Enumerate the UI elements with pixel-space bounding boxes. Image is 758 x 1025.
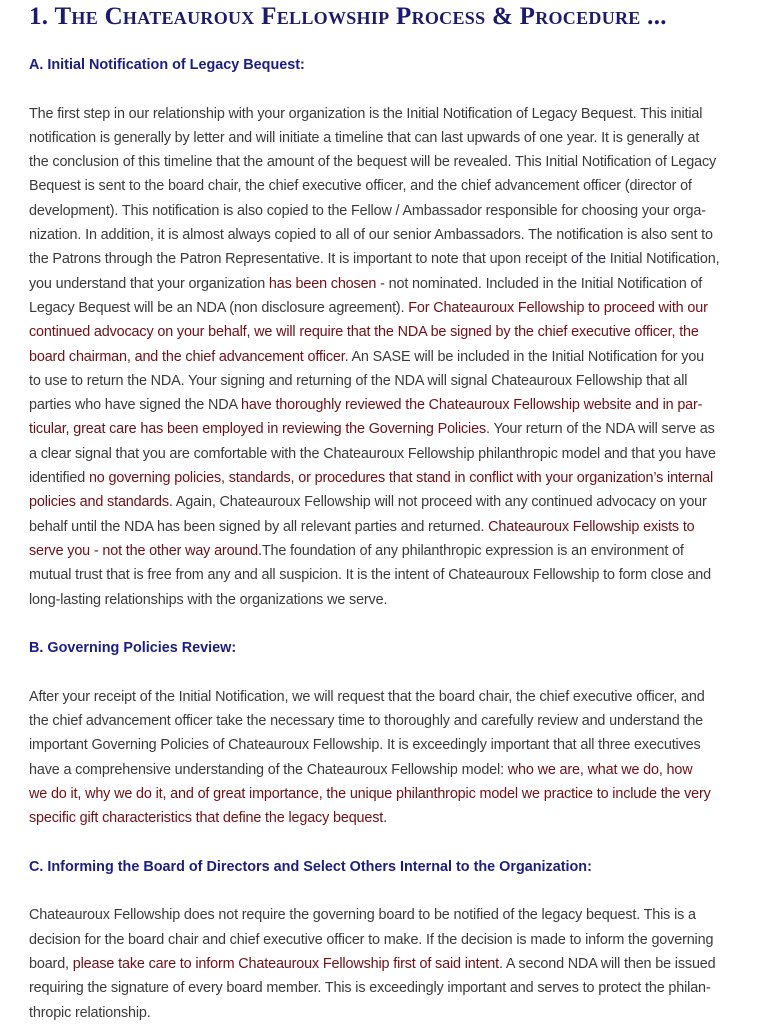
body-text-run: . [383, 810, 388, 827]
paragraph-line [29, 782, 758, 806]
section-heading-b: B. Governing Policies Review: [29, 640, 237, 657]
paragraph-line [29, 442, 758, 466]
page-title: 1. The Chateauroux Fellowship Process & Procedure ... [29, 3, 667, 30]
body-text-run: a clear signal that you are comfortable with the Chateauroux Fellowship philanthropic model and that you have [29, 445, 716, 462]
body-text-run: decision for the board chair and chief executive officer to make. If the decision is made to inform the governing [29, 931, 714, 948]
body-text-run: Initial Notification, [605, 251, 720, 268]
body-text-run: - not nominated. Included in the Initial Notification of [376, 275, 703, 292]
body-text-run: . An SASE will be included in the Initial Notification for you [344, 348, 705, 365]
paragraph-line [29, 247, 758, 271]
paragraph-line [29, 150, 758, 174]
body-text-run: you understand that your organization [29, 275, 269, 292]
body-text-run: . Your return of the NDA will serve as [486, 421, 715, 438]
body-text-run: the chief advancement officer take the necessary time to thoroughly and carefully review and understand the [29, 713, 704, 730]
paragraph-line [29, 709, 758, 733]
paragraph-line [29, 806, 758, 830]
body-text-run: to use to return the NDA. Your signing and returning of the NDA will signal Chateauroux Fellowship that all [29, 372, 688, 389]
body-text-run: Chateauroux Fellowship does not require the governing board to be notified of the legacy bequest. This is a [29, 907, 696, 924]
body-text-run: requiring the signature of every board member. This is exceedingly important and serves to protect the philan- [29, 980, 711, 997]
body-text-run: thropic relationship. [29, 1004, 151, 1021]
paragraph-line [29, 126, 758, 150]
paragraph-line [29, 928, 758, 952]
body-text-run: behalf until the NDA has been signed by all relevant parties and returned. [29, 518, 489, 535]
emphasized-text: please take care to inform Chateauroux Fellowship first of said intent [72, 955, 500, 972]
emphasized-text: serve you - not the other way around. [29, 542, 262, 559]
emphasized-text: have thoroughly reviewed the Chateauroux Fellowship website and in par- [241, 397, 703, 414]
spacer [29, 660, 727, 684]
paragraph-line [29, 733, 758, 757]
emphasized-text: no governing policies, standards, or procedures that stand in conflict with your organization’s internal [88, 470, 714, 487]
body-text-run: notification is generally by letter and will initiate a timeline that can last upwards of one year. It is generally at [29, 129, 700, 146]
paragraph-line [29, 199, 758, 223]
spacer [29, 831, 727, 855]
section-body-a [29, 102, 758, 612]
paragraph-line [29, 515, 758, 539]
spacer [29, 77, 727, 101]
emphasized-text: policies and standards [29, 494, 169, 511]
paragraph-line [29, 685, 758, 709]
spacer [29, 612, 727, 636]
body-text-run: board, [29, 955, 73, 972]
emphasized-text: has been chosen [268, 275, 377, 292]
body-text-run: The foundation of any philanthropic expression is an environment of [261, 542, 684, 559]
paragraph-line [29, 345, 758, 369]
emphasized-text: ticular, great care has been employed in reviewing the Governing Policies [29, 421, 487, 438]
body-text-run: the Patrons through the Patron Representative. It is important to note that upon receipt [29, 251, 571, 268]
paragraph-line [29, 466, 758, 490]
body-text-run: The first step in our relationship with your organization is the Initial Notification of Legacy Bequest. This initial [29, 105, 703, 122]
emphasized-text: Chateauroux Fellowship exists to [488, 518, 695, 535]
emphasized-text: we do it, why we do it, and of great importance, the unique philanthropic model we practice to include the very [29, 785, 711, 802]
paragraph-line [29, 1001, 758, 1025]
spacer [29, 879, 727, 903]
body-text-run: nization. In addition, it is almost always copied to all of our senior Ambassadors. The notification is also sent to [29, 227, 713, 244]
section-heading-a: A. Initial Notification of Legacy Bequest: [29, 57, 305, 73]
emphasized-text: who we are, what we do, how [507, 761, 693, 778]
emphasized-text: board chairman, and the chief advancement officer [29, 348, 345, 365]
section-informing-board [29, 855, 727, 1025]
paragraph-line [29, 588, 758, 612]
paragraph-line [29, 417, 758, 441]
paragraph-line [29, 223, 758, 247]
body-text-run: development). This notification is also copied to the Fellow / Ambassador responsible for choosing your orga- [29, 202, 706, 219]
body-text-run: . Again, Chateauroux Fellowship will not proceed with any continued advocacy on your [168, 494, 707, 511]
paragraph-line [29, 272, 758, 296]
paragraph-line [29, 393, 758, 417]
section-initial-notification [29, 53, 727, 612]
body-text-run: Legacy Bequest will be an NDA (non disclosure agreement). [29, 299, 409, 316]
paragraph-line [29, 320, 758, 344]
body-text-run: mutual trust that is free from any and all suspicion. It is the intent of Chateauroux Fellowship to form close and [29, 567, 711, 584]
paragraph-line [29, 369, 758, 393]
paragraph-line [29, 976, 758, 1000]
body-text-run: important Governing Policies of Chateauroux Fellowship. It is exceedingly important that all three executives [29, 737, 701, 754]
paragraph-line [29, 952, 758, 976]
body-text-run: the conclusion of this timeline that the amount of the bequest will be revealed. This Initial Notification of Legacy [29, 154, 717, 171]
emphasized-text: continued advocacy on your behalf, we will require that the NDA be signed by the chief executive officer, the [29, 324, 699, 341]
paragraph-line [29, 490, 758, 514]
body-text-run: parties who have signed the NDA [29, 397, 241, 414]
body-text-run: have a comprehensive understanding of the Chateauroux Fellowship model: [29, 761, 508, 778]
section-governing-policies-review [29, 636, 727, 830]
paragraph-line [29, 563, 758, 587]
body-text-run: long-lasting relationships with the organizations we serve. [29, 591, 388, 608]
section-body-b [29, 685, 758, 831]
paragraph-line [29, 758, 758, 782]
paragraph-line [29, 539, 758, 563]
paragraph-line [29, 296, 758, 320]
body-text-run: Bequest is sent to the board chair, the chief executive officer, and the chief advancement officer (director of [29, 178, 692, 195]
emphasized-text: For Chateauroux Fellowship to proceed with our [408, 299, 708, 316]
paragraph-line [29, 903, 758, 927]
emphasized-text: specific gift characteristics that define the legacy bequest [29, 810, 384, 827]
body-text-run: After your receipt of the Initial Notification, we will request that the board chair, the chief executive officer, and [29, 688, 705, 705]
paragraph-line [29, 174, 758, 198]
body-text-run: identified [29, 470, 89, 487]
body-text-run: . A second NDA will then be issued [499, 955, 716, 972]
section-body-c [29, 903, 758, 1024]
body-text-run: of the [570, 251, 606, 268]
paragraph-line [29, 102, 758, 126]
section-heading-c: C. Informing the Board of Directors and Select Others Internal to the Organization: [29, 858, 592, 875]
